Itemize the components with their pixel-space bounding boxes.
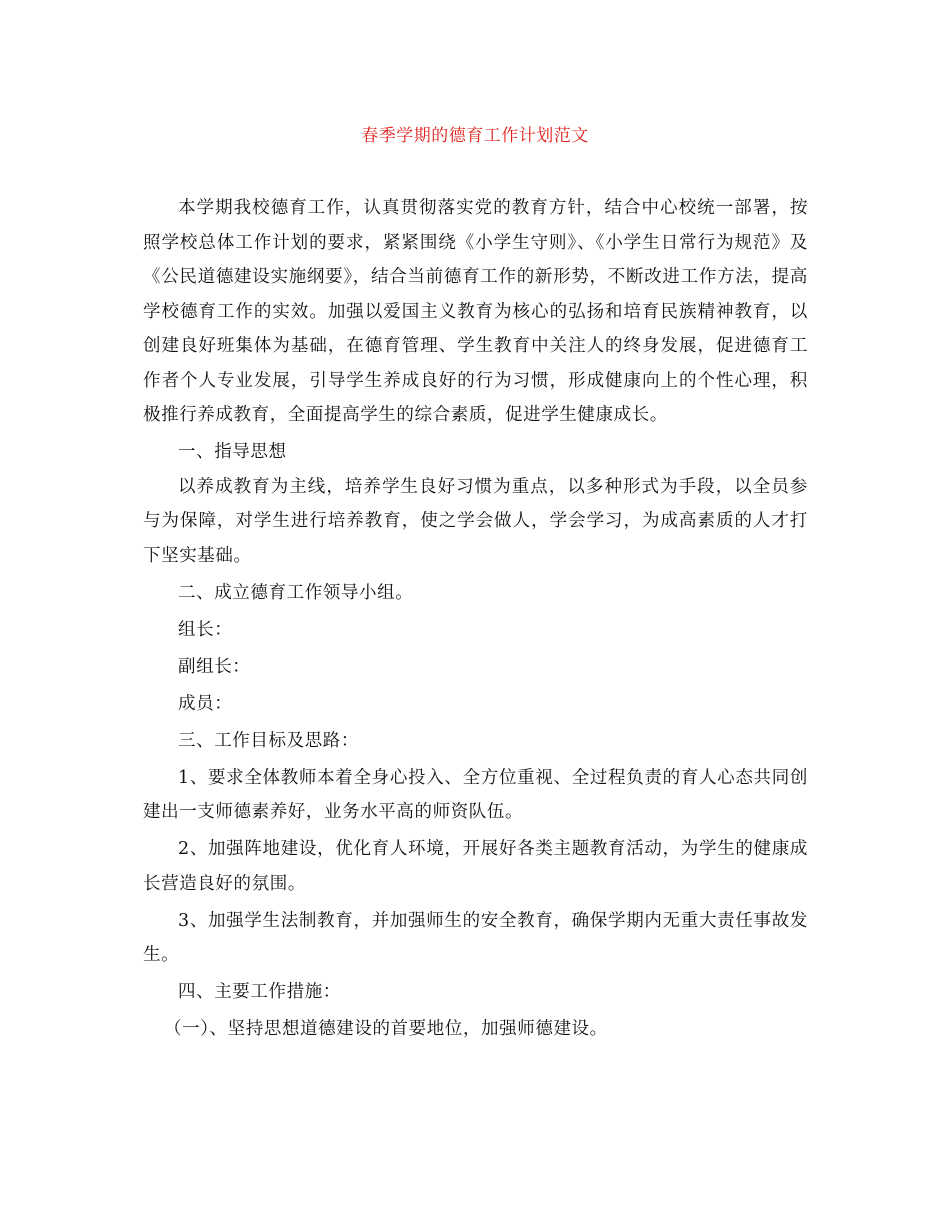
goal-item-2: 2、加强阵地建设，优化育人环境，开展好各类主题教育活动，为学生的健康成长营造良好的氛围。 bbox=[143, 839, 808, 894]
intro-paragraph: 本学期我校德育工作，认真贯彻落实党的教育方针，结合中心校统一部署，按照学校总体工作计划的要求，紧紧围绕《小学生守则》、《小学生日常行为规范》及《公民道德建设实施纲要》，结合当前德育工作的新形势，不断改进工作方法，提高学校德育工作的实效。加强以爱国主义教育为核心的弘扬和培育民族精神教育，以创建良好班集体为基础，在德育管理、学生教育中关注人的终身发展，促进德育工作者个人专业发展，引导学生养成良好的行为习惯，形成健康向上的个性心理，积极推行养成教育，全面提高学生的综合素质，促进学生健康成长。 bbox=[143, 198, 808, 425]
guiding-ideology-paragraph: 以养成教育为主线，培养学生良好习惯为重点，以多种形式为手段，以全员参与为保障，对学生进行培养教育，使之学会做人，学会学习，为成高素质的人才打下坚实基础。 bbox=[143, 476, 808, 566]
goal-item-3: 3、加强学生法制教育，并加强师生的安全教育，确保学期内无重大责任事故发生。 bbox=[143, 910, 808, 965]
section-heading-goals: 三、工作目标及思路： bbox=[178, 730, 359, 751]
deputy-leader-line: 副组长： bbox=[178, 656, 251, 677]
section-heading-leadership-group: 二、成立德育工作领导小组。 bbox=[178, 582, 414, 603]
section-heading-measures: 四、主要工作措施： bbox=[178, 982, 341, 1002]
leader-line: 组长： bbox=[178, 619, 233, 640]
members-line: 成员： bbox=[178, 693, 233, 714]
document-body bbox=[143, 191, 808, 1047]
document-title: 春季学期的德育工作计划范文 bbox=[361, 126, 589, 146]
goal-item-1: 1、要求全体教师本着全身心投入、全方位重视、全过程负责的育人心态共同创建出一支师德素养好，业务水平高的师资队伍。 bbox=[143, 767, 808, 822]
measure-item-1: （一）、坚持思想道德建设的首要地位，加强师德建设。 bbox=[164, 1019, 608, 1039]
section-heading-guiding-ideology: 一、指导思想 bbox=[178, 442, 287, 462]
